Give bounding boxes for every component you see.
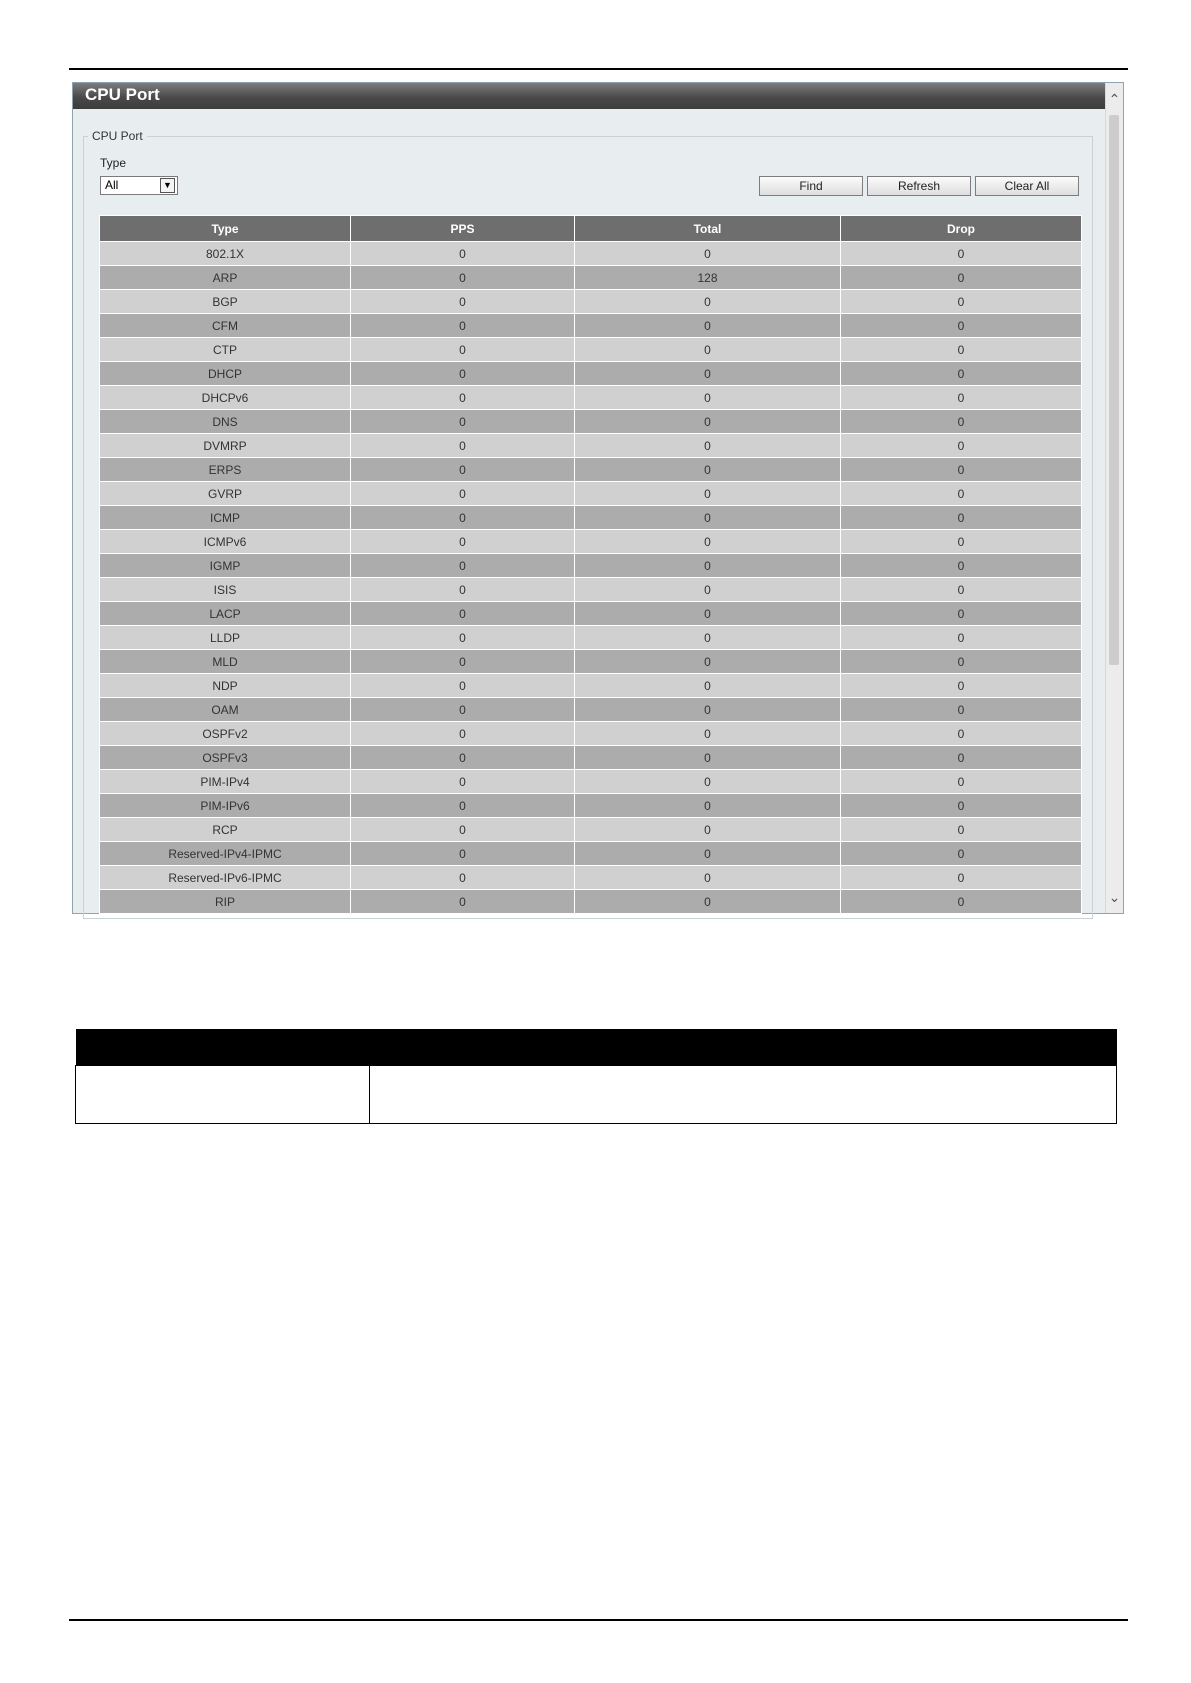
table-row bbox=[100, 746, 1082, 770]
table-row bbox=[100, 554, 1082, 578]
table-cell: 0 bbox=[841, 578, 1082, 602]
table-row bbox=[100, 794, 1082, 818]
table-cell: 0 bbox=[351, 242, 575, 266]
table-cell: 0 bbox=[841, 818, 1082, 842]
table-row bbox=[100, 602, 1082, 626]
table-cell: 0 bbox=[841, 386, 1082, 410]
table-row bbox=[100, 434, 1082, 458]
table-cell: OSPFv3 bbox=[100, 746, 351, 770]
find-button[interactable]: Find bbox=[759, 176, 863, 196]
table-cell: 0 bbox=[575, 770, 841, 794]
table-cell: PIM-IPv4 bbox=[100, 770, 351, 794]
table-cell: 0 bbox=[575, 554, 841, 578]
chevron-up-icon[interactable]: ⌃ bbox=[1108, 91, 1121, 107]
table-cell: 0 bbox=[841, 338, 1082, 362]
table-row bbox=[100, 338, 1082, 362]
table-cell: 0 bbox=[351, 434, 575, 458]
page-bottom-rule bbox=[69, 1619, 1128, 1621]
table-cell: 0 bbox=[351, 674, 575, 698]
description-table-header bbox=[76, 1029, 1117, 1066]
table-cell: ICMP bbox=[100, 506, 351, 530]
table-cell: 0 bbox=[841, 242, 1082, 266]
table-cell: 0 bbox=[841, 890, 1082, 914]
table-cell: 0 bbox=[575, 842, 841, 866]
table-cell: 0 bbox=[351, 626, 575, 650]
table-cell: 0 bbox=[351, 506, 575, 530]
table-cell: 0 bbox=[351, 890, 575, 914]
table-row bbox=[100, 818, 1082, 842]
table-cell: 0 bbox=[351, 362, 575, 386]
table-row bbox=[100, 410, 1082, 434]
table-cell: IGMP bbox=[100, 554, 351, 578]
parameter-description-table bbox=[75, 1029, 1117, 1124]
table-cell: 0 bbox=[841, 602, 1082, 626]
table-cell: 0 bbox=[575, 890, 841, 914]
table-cell: 0 bbox=[841, 530, 1082, 554]
table-cell: 0 bbox=[351, 386, 575, 410]
table-cell: BGP bbox=[100, 290, 351, 314]
table-cell: 0 bbox=[841, 554, 1082, 578]
table-cell: 0 bbox=[575, 482, 841, 506]
table-cell: OAM bbox=[100, 698, 351, 722]
table-cell: DHCPv6 bbox=[100, 386, 351, 410]
table-row bbox=[100, 362, 1082, 386]
table-cell: 0 bbox=[841, 674, 1082, 698]
table-cell: 0 bbox=[351, 458, 575, 482]
table-row bbox=[100, 314, 1082, 338]
table-cell: 0 bbox=[841, 698, 1082, 722]
table-cell: 0 bbox=[841, 722, 1082, 746]
cpu-port-window bbox=[72, 82, 1124, 914]
table-cell: CFM bbox=[100, 314, 351, 338]
table-cell: 0 bbox=[351, 530, 575, 554]
table-cell: CTP bbox=[100, 338, 351, 362]
table-cell: LLDP bbox=[100, 626, 351, 650]
table-cell: 0 bbox=[841, 314, 1082, 338]
clear-all-button[interactable]: Clear All bbox=[975, 176, 1079, 196]
table-cell: 0 bbox=[351, 602, 575, 626]
description-cell bbox=[370, 1066, 1117, 1124]
table-cell: 0 bbox=[351, 290, 575, 314]
table-cell: 0 bbox=[575, 362, 841, 386]
table-row bbox=[100, 722, 1082, 746]
column-header: Total bbox=[575, 216, 841, 242]
table-cell: 0 bbox=[841, 434, 1082, 458]
table-cell: 0 bbox=[841, 842, 1082, 866]
table-cell: 0 bbox=[575, 242, 841, 266]
table-cell: 0 bbox=[351, 770, 575, 794]
table-row bbox=[100, 386, 1082, 410]
column-header: PPS bbox=[351, 216, 575, 242]
table-cell: 0 bbox=[575, 746, 841, 770]
table-cell: NDP bbox=[100, 674, 351, 698]
table-cell: RIP bbox=[100, 890, 351, 914]
table-cell: 0 bbox=[575, 290, 841, 314]
table-row bbox=[100, 578, 1082, 602]
vertical-scrollbar[interactable] bbox=[1105, 83, 1123, 913]
table-cell: 0 bbox=[575, 698, 841, 722]
group-legend: CPU Port bbox=[92, 129, 143, 143]
chevron-down-icon[interactable]: ⌄ bbox=[1108, 889, 1121, 905]
table-cell: ARP bbox=[100, 266, 351, 290]
table-row bbox=[100, 674, 1082, 698]
type-select[interactable] bbox=[100, 176, 178, 195]
scroll-thumb[interactable] bbox=[1109, 115, 1119, 665]
table-cell: RCP bbox=[100, 818, 351, 842]
table-cell: 0 bbox=[351, 842, 575, 866]
table-cell: 0 bbox=[575, 458, 841, 482]
table-cell: 0 bbox=[841, 290, 1082, 314]
table-cell: 0 bbox=[575, 722, 841, 746]
table-cell: 0 bbox=[351, 722, 575, 746]
table-cell: ICMPv6 bbox=[100, 530, 351, 554]
table-cell: DHCP bbox=[100, 362, 351, 386]
table-cell: 0 bbox=[351, 746, 575, 770]
table-cell: 0 bbox=[351, 482, 575, 506]
table-row bbox=[100, 626, 1082, 650]
table-cell: 0 bbox=[351, 338, 575, 362]
table-cell: 0 bbox=[351, 410, 575, 434]
table-cell: 0 bbox=[575, 410, 841, 434]
table-cell: 0 bbox=[351, 866, 575, 890]
column-header: Type bbox=[100, 216, 351, 242]
table-cell: 0 bbox=[351, 314, 575, 338]
table-cell: 128 bbox=[575, 266, 841, 290]
table-cell: 0 bbox=[351, 650, 575, 674]
table-cell: 0 bbox=[351, 818, 575, 842]
table-cell: DNS bbox=[100, 410, 351, 434]
table-row bbox=[100, 842, 1082, 866]
type-select-value: All bbox=[105, 178, 119, 192]
table-row bbox=[100, 770, 1082, 794]
cpu-port-table bbox=[99, 215, 1082, 914]
page-title: CPU Port bbox=[85, 85, 160, 104]
table-row bbox=[100, 482, 1082, 506]
table-cell: 0 bbox=[841, 482, 1082, 506]
table-cell: 0 bbox=[575, 578, 841, 602]
table-cell: 0 bbox=[575, 602, 841, 626]
table-header-row bbox=[100, 216, 1082, 242]
table-cell: MLD bbox=[100, 650, 351, 674]
table-cell: 0 bbox=[351, 266, 575, 290]
table-cell: DVMRP bbox=[100, 434, 351, 458]
refresh-button[interactable]: Refresh bbox=[867, 176, 971, 196]
table-cell: 0 bbox=[575, 674, 841, 698]
table-cell: 0 bbox=[575, 386, 841, 410]
table-row bbox=[100, 698, 1082, 722]
table-cell: 0 bbox=[841, 650, 1082, 674]
parameter-cell bbox=[76, 1066, 370, 1124]
column-header: Drop bbox=[841, 216, 1082, 242]
table-cell: 0 bbox=[841, 506, 1082, 530]
table-cell: 0 bbox=[575, 314, 841, 338]
table-cell: 0 bbox=[575, 650, 841, 674]
table-cell: 0 bbox=[575, 818, 841, 842]
table-row bbox=[100, 506, 1082, 530]
table-cell: 0 bbox=[575, 506, 841, 530]
title-bar bbox=[73, 83, 1106, 109]
table-cell: Reserved-IPv4-IPMC bbox=[100, 842, 351, 866]
table-cell: 0 bbox=[841, 866, 1082, 890]
table-cell: 0 bbox=[841, 794, 1082, 818]
table-cell: 0 bbox=[841, 626, 1082, 650]
table-cell: 0 bbox=[841, 770, 1082, 794]
table-cell: 0 bbox=[575, 866, 841, 890]
table-cell: 0 bbox=[575, 338, 841, 362]
table-row bbox=[100, 266, 1082, 290]
table-cell: 0 bbox=[575, 626, 841, 650]
table-cell: ISIS bbox=[100, 578, 351, 602]
table-cell: GVRP bbox=[100, 482, 351, 506]
table-cell: 0 bbox=[841, 266, 1082, 290]
table-row bbox=[100, 650, 1082, 674]
table-cell: 802.1X bbox=[100, 242, 351, 266]
table-cell: 0 bbox=[351, 794, 575, 818]
table-cell: OSPFv2 bbox=[100, 722, 351, 746]
table-body bbox=[100, 242, 1082, 914]
table-cell: 0 bbox=[841, 362, 1082, 386]
table-row bbox=[100, 290, 1082, 314]
table-cell: LACP bbox=[100, 602, 351, 626]
chevron-down-icon[interactable]: ▼ bbox=[160, 178, 175, 193]
table-row bbox=[100, 530, 1082, 554]
table-row bbox=[100, 890, 1082, 914]
table-cell: 0 bbox=[575, 530, 841, 554]
table-cell: 0 bbox=[841, 746, 1082, 770]
table-row bbox=[100, 458, 1082, 482]
table-cell: 0 bbox=[841, 410, 1082, 434]
table-cell: 0 bbox=[575, 794, 841, 818]
table-row bbox=[100, 242, 1082, 266]
table-cell: 0 bbox=[841, 458, 1082, 482]
table-cell: 0 bbox=[575, 434, 841, 458]
table-cell: ERPS bbox=[100, 458, 351, 482]
table-cell: 0 bbox=[351, 578, 575, 602]
table-row bbox=[100, 866, 1082, 890]
table-cell: Reserved-IPv6-IPMC bbox=[100, 866, 351, 890]
type-label: Type bbox=[100, 156, 127, 170]
page-top-rule bbox=[69, 68, 1128, 70]
table-cell: 0 bbox=[351, 554, 575, 578]
table-cell: 0 bbox=[351, 698, 575, 722]
table-cell: PIM-IPv6 bbox=[100, 794, 351, 818]
